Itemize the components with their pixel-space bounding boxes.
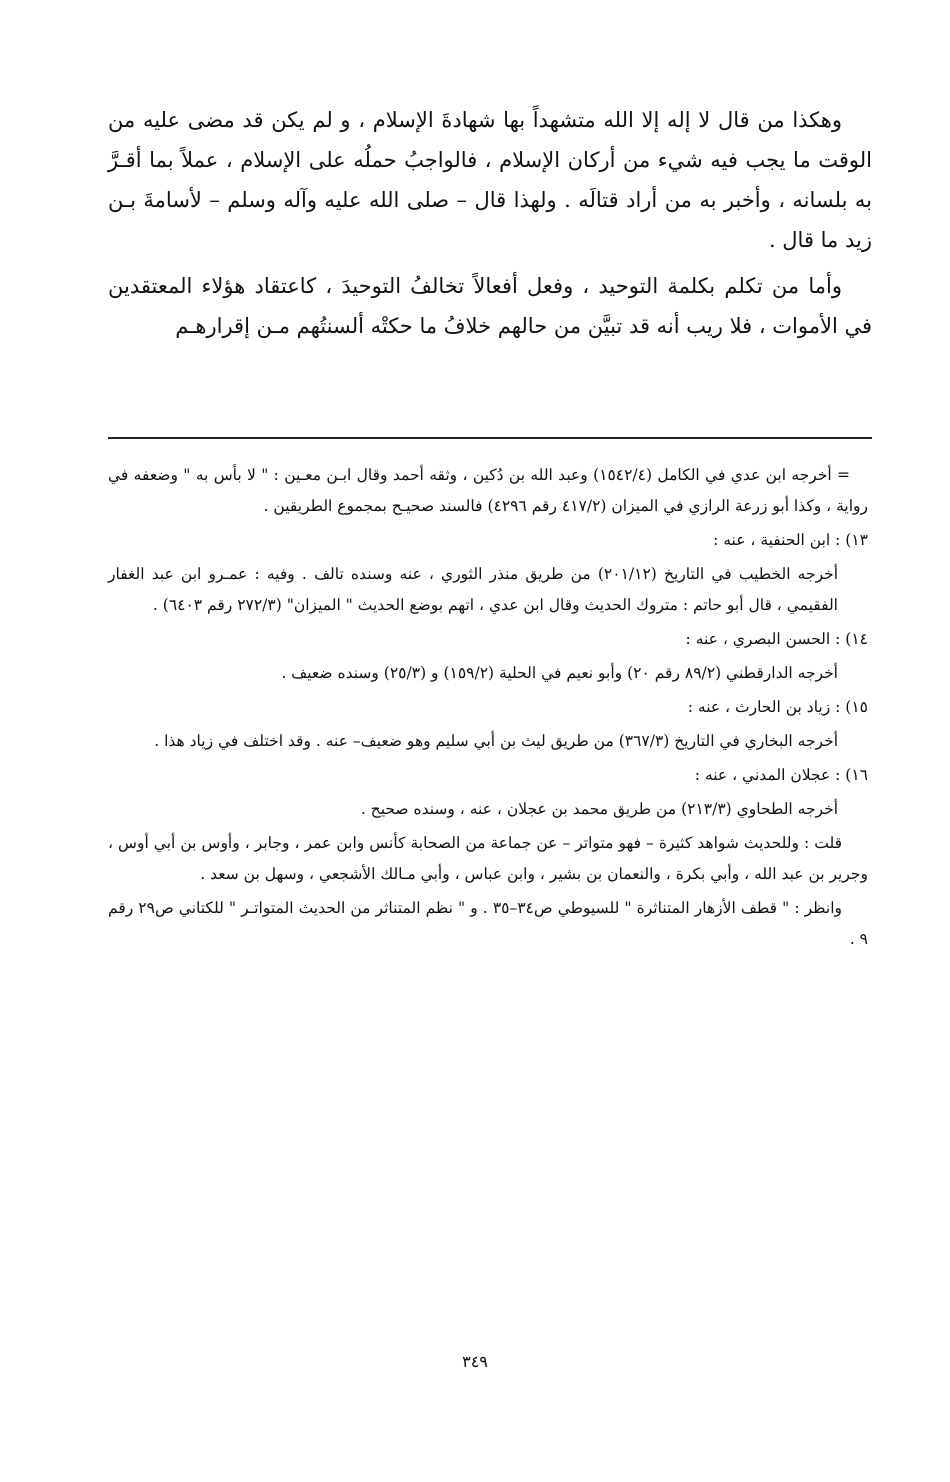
footnote-separator [108,437,872,439]
footnote-continuation: = أخرجه ابن عدي في الكامل (١٥٤٢/٤) وعبد الله بن دُكين ، وثقه أحمد وقال ابـن معـين : " لا بأس به " وضعفه في رواية ، وكذا أبو زرعة الرازي في الميزان (٤١٧/٢ رقم ٤٢٩٦) فالسند صحيـح بمجموع الطريقين . [108,466,868,515]
footnote-heading-14: ١٤) : الحسن البصري ، عنه : [685,630,868,648]
main-paragraph-1: وهكذا من قال لا إله إلا الله متشهداً بها شهادةَ الإسلام ، و لم يكن قد مضى عليه من الوقت ما يجب فيه شيء من أركان الإسلام ، فالواجبُ حملُه على الإسلام ، عملاً بما أقـرَّ به بلسانه ، وأخبر به من أراد قتالَه . ولهذا قال – صلى الله عليه وآله وسلم – لأسامةَ بـن زيد ما قال . [108,108,872,252]
footnote-body-16: أخرجه الطحاوي (٢١٣/٣) من طريق محمد بن عجلان ، عنه ، وسنده صحيح . [360,800,838,818]
footnote-heading-13: ١٣) : ابن الحنفية ، عنه : [713,531,868,549]
main-text-block [108,100,872,352]
footnote-heading-16: ١٦) : عجلان المدني ، عنه : [694,766,868,784]
footnote-note-witnesses: قلت : وللحديث شواهد كثيرة – فهو متواتر – عن جماعة من الصحابة كأنس وابن عمر ، وجابر ، وأوس بن أبي أوس ، وجرير بن عبد الله ، وأبي بكرة ، والنعمان بن بشير ، وابن عباس ، وأبي مـالك الأشجعي ، وسهل بن سعد . [108,834,868,883]
footnotes-block [108,460,868,958]
footnote-note-references: وانظر : " قطف الأزهار المتناثرة " للسيوطي ص٣٤–٣٥ . و " نظم المتناثر من الحديث المتواتـر " للكتاني ص٢٩ رقم ٩ . [108,899,868,948]
footnote-body-13: أخرجه الخطيب في التاريخ (٢٠١/١٢) من طريق منذر الثوري ، عنه وسنده تالف . وفيه : عمـرو ابن عبد الغفار الفقيمي ، قال أبو حاتم : متروك الحديث وقال ابن عدي ، اتهم بوضع الحديث " الميزان" (٢٧٢/٣ رقم ٦٤٠٣) . [108,565,839,614]
footnote-body-14: أخرجه الدارقطني (٨٩/٢ رقم ٢٠) وأبو نعيم في الحلية (١٥٩/٢) و (٢٥/٣) وسنده ضعيف . [281,664,838,682]
page-number: ٣٤٩ [462,1352,488,1371]
footnote-body-15: أخرجه البخاري في التاريخ (٣٦٧/٣) من طريق ليث بن أبي سليم وهو ضعيف– عنه . وقد اختلف في زياد هذا . [154,732,838,750]
main-paragraph-2: وأما من تكلم بكلمة التوحيد ، وفعل أفعالاً تخالفُ التوحيدَ ، كاعتقاد هؤلاء المعتقدين في الأموات ، فلا ريب أنه قد تبيَّن من حالهم خلافُ ما حكتْه ألسنتُهم مـن إقرارهـم [108,274,872,338]
footnote-heading-15: ١٥) : زياد بن الحارث ، عنه : [687,698,868,716]
